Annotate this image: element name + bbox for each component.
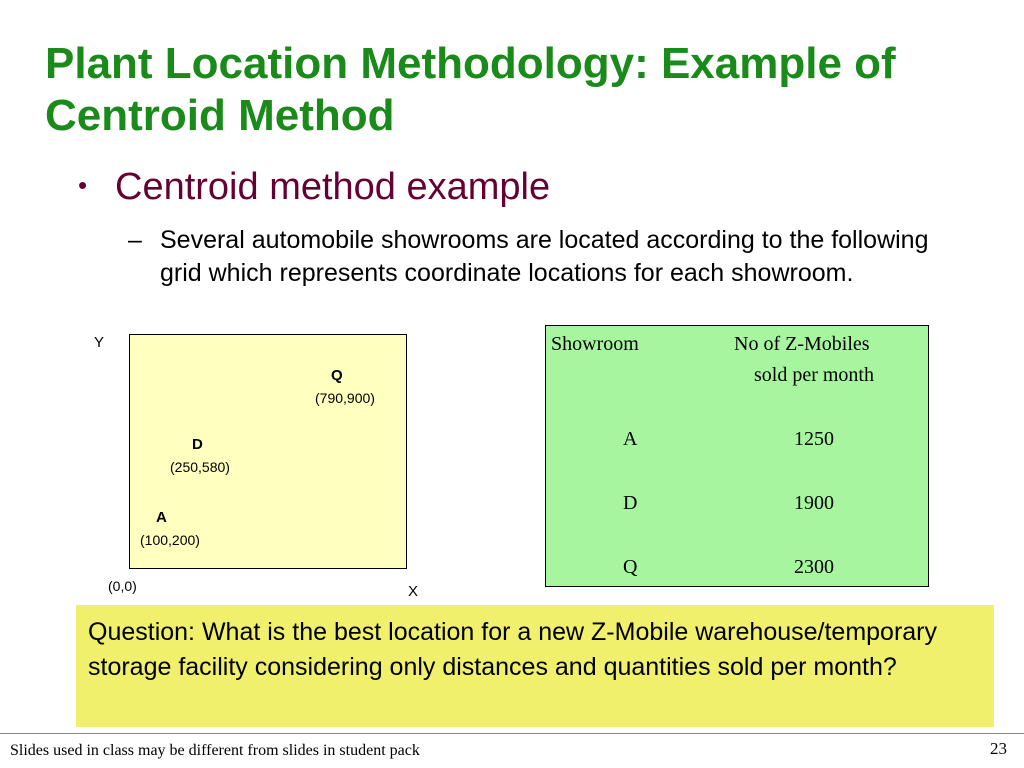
table-cell-sold: 1250 — [794, 428, 834, 450]
bullet-dot-icon: • — [78, 169, 88, 200]
sub-bullet-text: Several automobile showrooms are located according to the following grid which represents coordinate locations for each showroom. — [160, 226, 929, 287]
footer-divider — [0, 733, 1024, 734]
slide-title: Plant Location Methodology: Example of Centroid Method — [45, 39, 896, 140]
sales-table — [545, 325, 929, 587]
x-axis-label: X — [408, 583, 419, 600]
sub-bullet — [128, 224, 958, 290]
point-label: Q — [331, 367, 343, 384]
dash-icon: – — [128, 226, 142, 254]
y-axis-label: Y — [94, 334, 105, 351]
question-box — [76, 605, 994, 727]
point-coordinate: (250,580) — [170, 459, 230, 475]
table-header-period: sold per month — [754, 364, 874, 386]
bullet-text: Centroid method example — [115, 166, 551, 208]
main-bullet — [78, 165, 550, 211]
point-coordinate: (100,200) — [140, 532, 200, 548]
point-label: D — [192, 436, 203, 453]
table-cell-sold: 1900 — [794, 492, 834, 514]
point-coordinate: (790,900) — [315, 390, 375, 406]
table-cell-showroom: D — [623, 492, 638, 514]
table-header-quantity: No of Z-Mobiles — [734, 333, 870, 355]
origin-label: (0,0) — [108, 578, 137, 594]
coordinate-grid — [129, 334, 407, 569]
table-cell-showroom: A — [623, 428, 638, 450]
footer-note: Slides used in class may be different from slides in student pack — [10, 742, 420, 759]
table-cell-showroom: Q — [623, 556, 638, 578]
point-label: A — [156, 509, 167, 526]
table-header-showroom: Showroom — [551, 333, 639, 355]
table-cell-sold: 2300 — [794, 556, 834, 578]
page-number: 23 — [990, 739, 1007, 758]
question-text: Question: What is the best location for a new Z-Mobile warehouse/temporary storage facility considering only distances and quantities sold per month? — [88, 618, 938, 681]
